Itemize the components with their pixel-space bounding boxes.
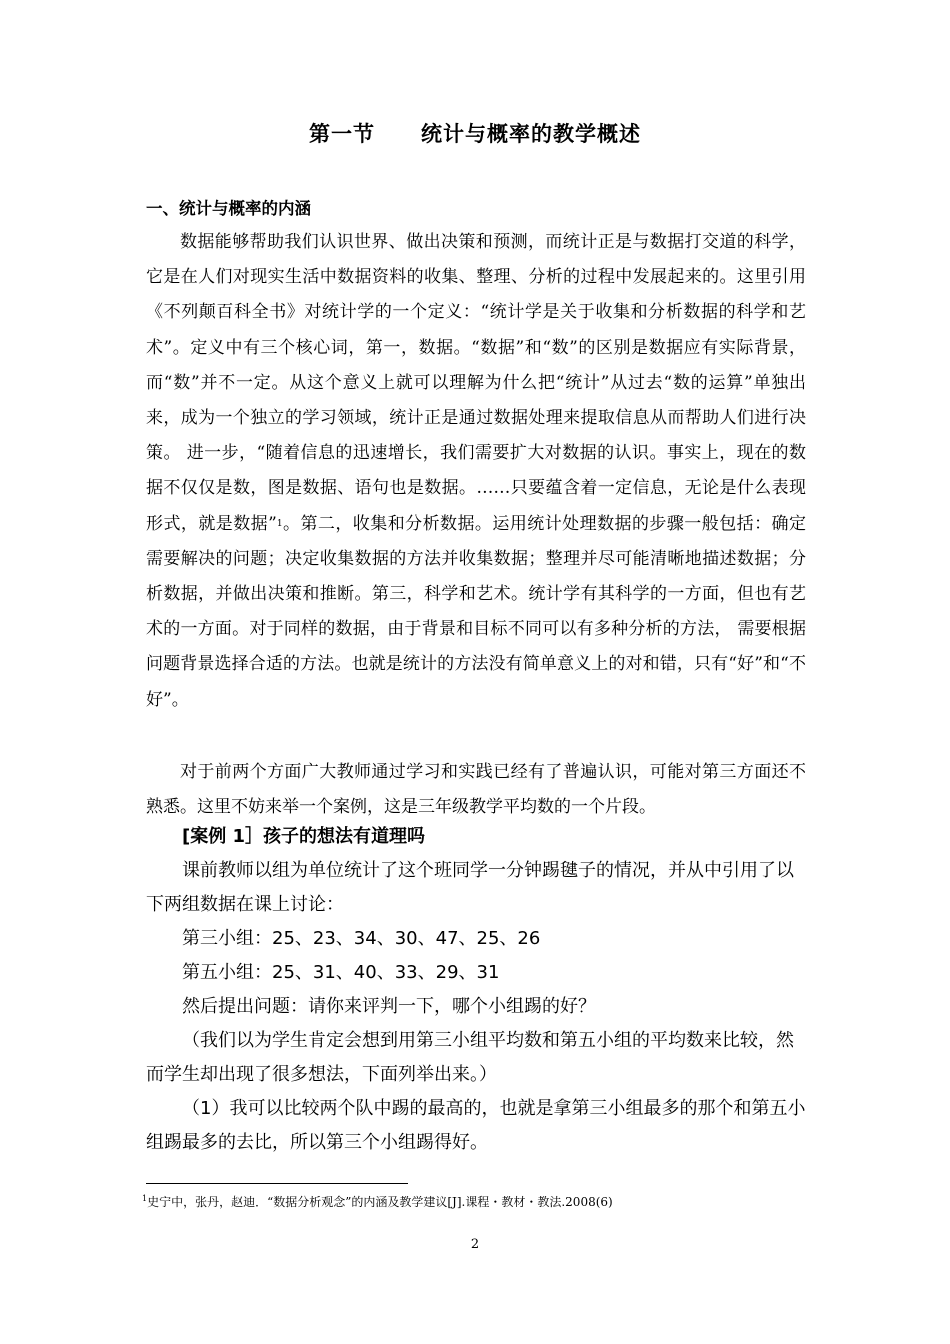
body-block-2 (146, 755, 806, 825)
footnote-divider (146, 1183, 408, 1184)
footnote (142, 1193, 613, 1210)
footnote-mark: 1 (142, 1194, 148, 1203)
body-block-1 (146, 225, 806, 718)
title-text: 统计与概率的教学概述 (421, 122, 641, 146)
paragraph-definition: 数据能够帮助我们认识世界、做出决策和预测，而统计正是与数据打交道的科学，它是在人们对现实生活中数据资料的收集、整理、分析的过程中发展起来的。这里引用《不列颠百科全书》对统计学的一个定义：“统计学是关于收集和分析数据的科学和艺术”。定义中有三个核心词，第一，数据。“数据”和“数”的区别是数据应有实际背景，而“数”并不一定。从这个意义上就可以理解为什么把“统计”从过去“数的运算”单独出来，成为一个独立的学习领域，统计正是通过数据处理来提取信息从而帮助人们进行决策。 进一步，“随着信息的迅速增长，我们需要扩大对数据的认识。事实上，现在的数据不仅仅是数，图是数据、语句也是数据。……只要蕴含着一定信息，无论是什么表现形式，就是数据”$^1$。第二，收集和分析数据。运用统计处理数据的步骤一般包括：确定需要解决的问题；决定收集数据的方法并收集数据；整理并尽可能清晰地描述数据；分析数据，并做出决策和推断。第三，科学和艺术。统计学有其科学的一方面，但也有艺术的一方面。对于同样的数据，由于背景和目标不同可以有多种分析的方法， 需要根据问题背景选择合适的方法。也就是统计的方法没有简单意义上的对和错，只有“好”和“不好”。 (146, 232, 806, 710)
case-question: 然后提出问题：请你来评判一下，哪个小组踢的好？ (182, 996, 596, 1017)
case-group-3-data: 第三小组：25、23、34、30、47、25、26 (182, 928, 541, 949)
case-study (146, 820, 810, 1160)
title-section-number: 第一节 (309, 122, 375, 146)
page-title (0, 118, 950, 148)
section-heading: 一、统计与概率的内涵 (146, 199, 311, 218)
case-intro: 课前教师以组为单位统计了这个班同学一分钟踢毽子的情况，并从中引用了以下两组数据在课上讨论： (146, 860, 794, 915)
footnote-reference[interactable]: 1 (276, 518, 283, 529)
case-group-5-data: 第五小组：25、31、40、33、29、31 (182, 962, 500, 983)
case-idea-1: （1）我可以比较两个队中踢的最高的，也就是拿第三小组最多的那个和第五小组踢最多的去比，所以第三个小组踢得好。 (146, 1098, 806, 1153)
case-heading: [案例 1］孩子的想法有道理吗 (182, 826, 426, 847)
footnote-text: 史宁中，张丹，赵迪．“数据分析观念”的内涵及教学建议[J].课程・教材・教法.2008(6) (147, 1195, 613, 1209)
case-note: （我们以为学生肯定会想到用第三小组平均数和第五小组的平均数来比较，然而学生却出现了很多想法，下面列举出来。） (146, 1030, 794, 1085)
paragraph-transition: 对于前两个方面广大教师通过学习和实践已经有了普遍认识，可能对第三方面还不熟悉。这里不妨来举一个案例，这是三年级教学平均数的一个片段。 (146, 762, 806, 818)
page-number: 2 (470, 1237, 480, 1252)
